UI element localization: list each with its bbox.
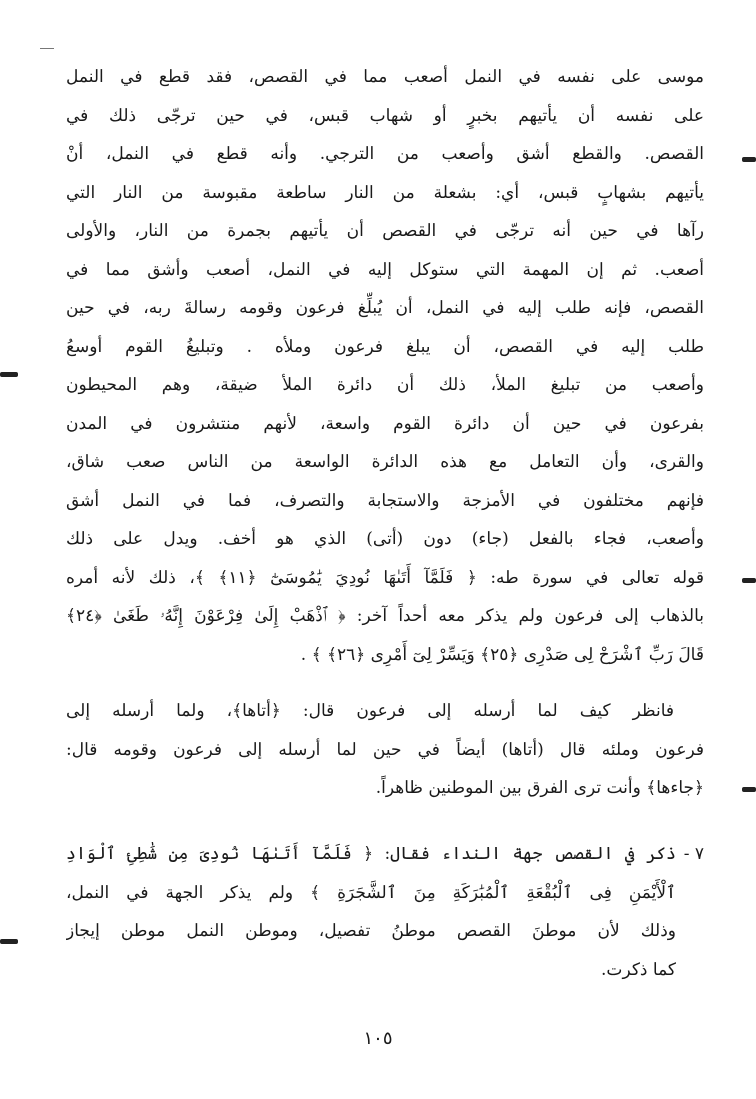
text-line: فانظر كيف لما أرسله إلى فرعون قال: ﴿أتاها﴾، ولما أرسله إلى <box>66 701 674 721</box>
text-line: رآها في حين أنه ترجّى في القصص أن يأتيهم بجمرة من النار، والأولى <box>66 221 704 241</box>
text-line: وأصعب، فجاء بالفعل (جاء) دون (أتى) الذي هو أخف. ويدل على ذلك <box>66 529 704 549</box>
margin-mark <box>742 787 756 792</box>
paragraph-1 <box>66 58 704 674</box>
text-line: وأصعب من تبليغ الملأ، ذلك أن دائرة الملأ ضيقة، وهم المحيطون <box>66 375 704 395</box>
margin-mark <box>742 157 756 162</box>
text-line: قَالَ رَبِّ ٱشْرَحْ لِى صَدْرِى ﴿٢٥﴾ وَيَسِّرْ لِىٓ أَمْرِى ﴿٢٦﴾ ﴾ . <box>300 644 704 665</box>
text-line: القصص، فإنه طلب إليه في النمل، أن يُبلِّغ فرعون وقومه رسالةَ ربه، في حين <box>66 298 704 318</box>
text-line: ٱلْأَيْمَنِ فِى ٱلْبُقْعَةِ ٱلْمُبَٰرَكَةِ مِنَ ٱلشَّجَرَةِ ﴾ ولم يذكر الجهة في النمل، <box>66 882 676 903</box>
margin-mark <box>0 372 18 377</box>
text-line: كما ذكرت. <box>601 959 676 980</box>
margin-mark <box>742 578 756 583</box>
text-line: بالذهاب إلى فرعون ولم يذكر معه أحداً آخر: ﴿ ٱذْهَبْ إِلَىٰ فِرْعَوْنَ إِنَّهُۥ طَغَىٰ ﴿٢٤﴾ <box>66 606 704 626</box>
text-line: ذكر في القصص جهة النداء فقال: ﴿ فَلَمَّآ أَتَىٰهَا نُودِىَ مِن شَٰطِئِ ٱلْوَادِ <box>66 844 676 864</box>
text-line: بفرعون في حين أن دائرة القوم واسعة، لأنهم منتشرون في المدن <box>66 413 704 434</box>
text-line: قوله تعالى في سورة طه: ﴿ فَلَمَّآ أَتَىٰهَا نُودِيَ يَٰمُوسَىٰٓ ﴿١١﴾ ﴾، ذلك لأنه أمره <box>66 567 704 588</box>
text-line: يأتيهم بشهابٍ قبس، أي: بشعلة من النار ساطعة مقبوسة من النار التي <box>66 182 704 203</box>
text-line: فرعون وملئه قال (أتاها) أيضاً في حين لما أرسله إلى فرعون وقومه قال: <box>66 739 704 760</box>
text-line: والقرى، وأن التعامل مع هذه الدائرة الواسعة من الناس صعب شاق، <box>66 452 704 472</box>
paragraph-2 <box>66 692 704 808</box>
text-line: وذلك لأن موطنَ القصص موطنُ تفصيل، وموطن النمل موطن إيجاز <box>66 921 676 941</box>
text-line: فإنهم مختلفون في الأمزجة والاستجابة والتصرف، فما في النمل أشق <box>66 490 704 511</box>
text-line: ﴿جاءها﴾ وأنت ترى الفرق بين الموطنين ظاهراً. <box>375 778 704 798</box>
corner-mark <box>40 48 54 49</box>
text-line: موسى على نفسه في النمل أصعب مما في القصص، فقد قطع في النمل <box>66 67 704 87</box>
item-number: ٧ - <box>683 844 704 864</box>
list-item-7 <box>66 835 704 989</box>
text-line: أصعب. ثم إن المهمة التي ستوكل إليه في النمل، أصعب وأشق مما في <box>66 259 704 280</box>
margin-mark <box>0 939 18 944</box>
page-number: ١٠٥ <box>363 1028 393 1049</box>
text-line: القصص. والقطع أشق وأصعب من الترجي. وأنه قطع في النمل، أنْ <box>66 144 704 164</box>
text-line: طلب إليه في القصص، أن يبلغ فرعون وملأه . وتبليغُ القوم أوسعُ <box>66 336 704 357</box>
text-line: على نفسه أن يأتيهم بخبرٍ أو شهاب قبس، في حين ترجّى ذلك في <box>66 105 704 126</box>
